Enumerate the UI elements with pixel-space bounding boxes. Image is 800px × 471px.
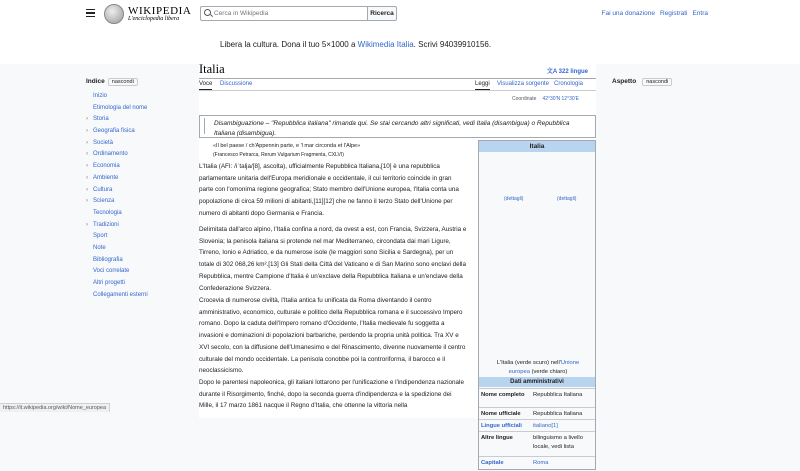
language-count: 322 lingue — [558, 69, 588, 75]
toc-item[interactable] — [86, 290, 186, 302]
register-link[interactable]: Registrati — [659, 10, 688, 17]
main-menu-icon[interactable] — [86, 9, 95, 17]
article-content — [199, 58, 596, 466]
banner-text-after: . Scrivi 94039910156. — [413, 40, 492, 49]
donate-link[interactable]: Fai una donazione — [601, 10, 655, 17]
disambiguation-icon — [204, 118, 210, 134]
disambiguation-text: Disambiguazione – "Repubblica italiana" rimanda qui. Se stai cercando altri significati, vedi Italia (disambigua) o Repubblica Italiana (disambigua). — [214, 120, 570, 137]
toc-list — [86, 91, 186, 301]
login-link[interactable]: Entra — [692, 10, 708, 17]
row-value: bilinguismo a livello locale, vedi lista — [533, 435, 583, 450]
map-caption-before: L'Italia (verde scuro) nell' — [496, 360, 561, 366]
toc-item[interactable] — [86, 91, 186, 103]
infobox — [478, 140, 596, 470]
toc-item-label: Cultura — [93, 186, 113, 193]
chevron-right-icon[interactable]: › — [86, 163, 88, 170]
paragraph-risorgimento: Dopo le parentesi napoleonica, gli italiani lottarono per l'unificazione e l'indipendenza nazionale durante il Risorgimento, finché, dopo la seconda guerra d'indipendenza e la spedizione dei Mille, il 17 marzo 1861 nacque il Regno d'Italia, che ottenne la vittoria nella — [199, 379, 464, 410]
toc-item-label: Bibliografia — [93, 256, 123, 263]
toc-heading — [86, 78, 186, 86]
user-links — [596, 10, 708, 17]
map-caption-after: (verde chiaro) — [529, 369, 568, 375]
disambiguation-notice — [199, 115, 596, 138]
tab-visualizza-sorgente[interactable]: Visualizza sorgente — [497, 81, 549, 87]
row-value[interactable]: italiano[1] — [533, 423, 558, 429]
logo-subtitle: L'enciclopedia libera — [128, 16, 180, 22]
tabs-divider — [199, 90, 596, 91]
infobox-row-nome-ufficiale — [479, 407, 595, 419]
toc-item-label: Voci correlate — [93, 268, 130, 275]
toc-item-label: Tradizioni — [93, 221, 119, 228]
row-value: Repubblica Italiana — [533, 392, 583, 398]
coordinates — [512, 96, 585, 102]
paragraph-intro: L'Italia (AFI: /iˈtalja/[8], ascolta), ufficialmente Repubblica Italiana,[10] è una repubblica parlamentare unitaria dell'Europa meridionale e occidentale, il cui territorio coincide in gran parte con l'omonima regione geografica; Stato membro dell'Unione europea, l'Italia conta una popolazione di circa 59 milioni di abitanti,[11][12] che ne fanno il terzo Stato dell'Unione per numero di abitanti dopo Germania e Francia. — [199, 163, 459, 217]
toc-item[interactable] — [86, 173, 186, 185]
chevron-right-icon[interactable]: › — [86, 139, 88, 146]
toc-item-label: Scienza — [93, 198, 115, 205]
infobox-row-nome-completo — [479, 388, 595, 407]
tab-leggi[interactable]: Leggi — [475, 81, 490, 90]
toc-item-label: Etimologia del nome — [93, 104, 148, 111]
toc-item[interactable] — [86, 255, 186, 267]
toc-item-label: Ambiente — [93, 174, 119, 181]
emblem-details-link[interactable]: (dettagli) — [557, 196, 577, 202]
quote-source: (Francesco Petrarca, Rerum Vulgarium Fragmenta, CXLVI) — [213, 152, 344, 158]
appearance-hide-button[interactable]: nascondi — [642, 78, 672, 86]
quote-text: «Il bel paese / ch'Appennin parte, e 'l mar circonda et l'Alpe» — [213, 143, 361, 149]
site-header — [0, 0, 800, 28]
toc-item[interactable] — [86, 149, 186, 161]
toc-item[interactable] — [86, 278, 186, 290]
tab-discussione[interactable]: Discussione — [220, 81, 253, 87]
row-value: Repubblica Italiana — [533, 411, 583, 417]
chevron-right-icon[interactable]: › — [86, 221, 88, 228]
location-map-placeholder[interactable] — [485, 205, 589, 355]
chevron-right-icon[interactable]: › — [86, 186, 88, 193]
tab-cronologia[interactable]: Cronologia — [554, 81, 584, 87]
flag-image-placeholder[interactable] — [485, 155, 535, 195]
emblem-image-placeholder[interactable] — [539, 155, 589, 195]
map-caption-link[interactable]: Unione europea — [508, 360, 580, 375]
toc-item[interactable] — [86, 103, 186, 115]
chevron-right-icon[interactable]: › — [86, 128, 88, 135]
toc-item-label: Ordinamento — [93, 151, 128, 158]
search-button[interactable]: Ricerca — [367, 6, 397, 21]
row-key: Nome ufficiale — [481, 411, 521, 417]
toc-item-label: Storia — [93, 116, 109, 123]
row-key: Nome completo — [481, 392, 525, 398]
search-input[interactable] — [214, 7, 364, 20]
toc-item[interactable] — [86, 243, 186, 255]
paragraph-history: Crocevia di numerose civiltà, l'Italia antica fu unificata da Roma diventando il centro amministrativo, economico, culturale e politico della Repubblica romana e il successivo Impero romano. Dopo la caduta dell'Impero romano d'Occidente, l'Italia medievale fu soggetta a invasioni e dominazioni di popolazioni barbariche, perdendo la propria unità politica. Tra XV e XVI secolo, con la diffusione dell'Umanesimo e del Rinascimento, divenne nuovamente il centro culturale del mondo occidentale. La penisola conobbe poi la controriforma, il barocco e il neoclassicismo. — [199, 297, 466, 375]
paragraph-geography: Delimitata dall'arco alpino, l'Italia confina a nord, da ovest a est, con Francia, Svizzera, Austria e Slovenia; la penisola italiana si protende nel mar Mediterraneo, circondata dai mari Ligure, Tirreno, Ionio e Adriatico, e da numerose isole (le maggiori sono Sicilia e Sardegna), per un totale di 302 068,26 km².[13] Gli Stati della Città del Vaticano e di San Marino sono enclavi della Repubblica, mentre Campione d'Italia è un'exclave della Repubblica Italiana e un'enclave della Confederazione Svizzera. — [199, 226, 467, 292]
row-key: Altre lingue — [481, 435, 513, 441]
language-selector[interactable] — [547, 66, 588, 75]
toc-item[interactable] — [86, 220, 186, 232]
toc-item-label: Collegamenti esterni — [93, 291, 148, 298]
toc-item-label: Note — [93, 244, 106, 251]
toc-title: Indice — [86, 78, 105, 85]
browser-status-bar: https://it.wikipedia.org/wiki/Nome_europea — [0, 403, 110, 412]
translate-icon: 文A — [546, 69, 559, 75]
infobox-row-capitale — [479, 456, 595, 471]
toc-item[interactable] — [86, 196, 186, 208]
coordinates-value[interactable]: 42°30′N 12°30′E — [542, 96, 579, 102]
toc-item-label: Altri progetti — [93, 280, 126, 286]
banner-text-before: Libera la cultura. Dona il tuo 5×1000 a — [220, 40, 358, 49]
tab-voce[interactable]: Voce — [199, 81, 212, 90]
chevron-right-icon[interactable]: › — [86, 116, 88, 123]
toc-item-label: Tecnologia — [93, 209, 122, 216]
map-caption — [487, 359, 589, 377]
toc-item-label: Economia — [93, 163, 120, 170]
row-value[interactable]: Roma — [533, 460, 549, 466]
chevron-right-icon[interactable]: › — [86, 198, 88, 205]
toc-item[interactable] — [86, 266, 186, 278]
row-key[interactable]: Lingue ufficiali — [481, 423, 522, 429]
toc-item[interactable] — [86, 208, 186, 220]
search-icon — [204, 9, 211, 16]
infobox-row-altre-lingue — [479, 431, 595, 456]
infobox-title: Italia — [479, 141, 595, 152]
appearance-panel — [612, 78, 672, 86]
row-key[interactable]: Capitale — [481, 460, 504, 466]
toc-item-label: Sport — [93, 233, 108, 240]
coordinates-label: Coordinate — [512, 96, 537, 102]
page-title: Italia — [199, 62, 225, 76]
banner-link[interactable]: Wikimedia Italia — [357, 40, 414, 49]
chevron-right-icon[interactable]: › — [86, 151, 88, 158]
infobox-row-lingue-ufficiali — [479, 419, 595, 431]
toc-item-label: Società — [93, 139, 114, 146]
title-divider — [199, 78, 596, 79]
toc-item[interactable] — [86, 231, 186, 243]
toc-item[interactable] — [86, 185, 186, 197]
wikipedia-globe-logo[interactable] — [104, 4, 124, 24]
toc-item-label: Inizio — [93, 93, 108, 99]
table-of-contents — [86, 78, 186, 301]
flag-details-link[interactable]: (dettagli) — [504, 196, 524, 202]
toc-item-label: Geografia fisica — [93, 128, 135, 135]
toc-item[interactable] — [86, 138, 186, 150]
appearance-heading: Aspetto — [612, 78, 637, 85]
logo-title[interactable]: WIKIPEDIA — [128, 5, 192, 17]
toc-item[interactable] — [86, 126, 186, 138]
toc-hide-button[interactable]: nascondi — [108, 78, 138, 86]
epigraph-quote — [213, 142, 360, 160]
banner-text — [220, 40, 491, 49]
chevron-right-icon[interactable]: › — [86, 174, 88, 181]
infobox-admin-header: Dati amministrativi — [479, 377, 595, 387]
toc-item[interactable] — [86, 161, 186, 173]
toc-item[interactable] — [86, 114, 186, 126]
